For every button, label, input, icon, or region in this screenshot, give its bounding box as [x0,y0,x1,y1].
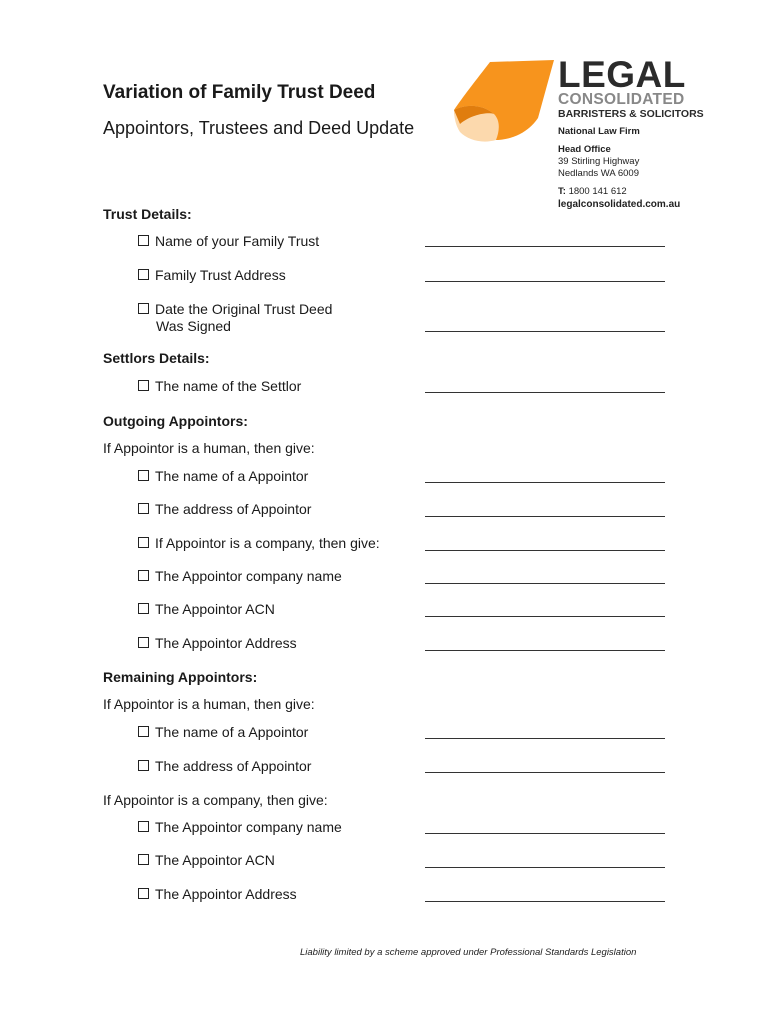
phone-number: 1800 141 612 [568,186,627,197]
outgoing-item[interactable] [138,501,311,518]
address-line-2: Nedlands WA 6009 [558,168,639,179]
item-label: The name of a Appointor [155,724,309,740]
item-label: If Appointor is a company, then give: [155,535,380,551]
item-label: The name of the Settlor [155,378,302,394]
brand-name-legal: LEGAL [558,54,686,95]
outgoing-human-intro: If Appointor is a human, then give: [103,440,315,456]
checkbox-icon[interactable] [138,854,149,865]
brand-logo [558,54,704,121]
remaining-item[interactable] [138,758,311,775]
checkbox-icon[interactable] [138,269,149,280]
trust-address-item[interactable] [138,267,286,284]
outgoing-line[interactable] [425,516,665,517]
trust-address-line[interactable] [425,281,665,282]
remaining-item[interactable] [138,724,308,741]
outgoing-item[interactable] [138,635,297,652]
remaining-item[interactable] [138,819,342,836]
checkbox-icon[interactable] [138,380,149,391]
office-label: Head Office [558,144,611,155]
checkbox-icon[interactable] [138,503,149,514]
item-label: The Appointor company name [155,568,342,584]
settlors-heading: Settlors Details: [103,350,210,366]
address-line-1: 39 Stirling Highway [558,156,640,167]
remaining-line[interactable] [425,738,665,739]
checkbox-icon[interactable] [138,888,149,899]
remaining-company-intro: If Appointor is a company, then give: [103,792,328,808]
checkbox-icon[interactable] [138,537,149,548]
remaining-appointors-heading: Remaining Appointors: [103,669,258,685]
item-label: Family Trust Address [155,267,286,283]
document-subtitle: Appointors, Trustees and Deed Update [103,118,415,138]
contact-block [558,126,640,198]
item-label: The Appointor Address [155,635,297,651]
item-label: The Appointor company name [155,819,342,835]
remaining-line[interactable] [425,867,665,868]
outgoing-line[interactable] [425,550,665,551]
checkbox-icon[interactable] [138,235,149,246]
item-label: Date the Original Trust Deed [155,301,333,317]
brand-name-consolidated: CONSOLIDATED [558,91,685,108]
outgoing-line[interactable] [425,583,665,584]
item-label: The address of Appointor [155,501,312,517]
checkbox-icon[interactable] [138,821,149,832]
settlor-name-item[interactable] [138,378,301,395]
checkbox-icon[interactable] [138,603,149,614]
outgoing-line[interactable] [425,616,665,617]
outgoing-line[interactable] [425,650,665,651]
trust-name-line[interactable] [425,246,665,247]
outgoing-item[interactable] [138,568,342,585]
item-label: The address of Appointor [155,758,312,774]
firm-type: National Law Firm [558,126,640,137]
trust-name-item[interactable] [138,233,319,250]
checkbox-icon[interactable] [138,303,149,314]
checkbox-icon[interactable] [138,470,149,481]
remaining-line[interactable] [425,772,665,773]
phone-row [558,186,640,198]
remaining-item[interactable] [138,886,297,903]
page-curl-logo-icon [452,58,556,144]
outgoing-item[interactable] [138,601,275,618]
item-label: The Appointor ACN [155,852,275,868]
checkbox-icon[interactable] [138,637,149,648]
item-label: The Appointor Address [155,886,297,902]
trust-details-heading: Trust Details: [103,206,192,222]
brand-tagline: BARRISTERS & SOLICITORS [558,108,704,120]
item-label: The Appointor ACN [155,601,275,617]
settlor-name-line[interactable] [425,392,665,393]
phone-label: T: [558,186,566,197]
trust-date-item[interactable] [138,301,332,335]
remaining-human-intro: If Appointor is a human, then give: [103,696,315,712]
website-link[interactable]: legalconsolidated.com.au [558,199,681,210]
outgoing-item[interactable] [138,535,380,552]
checkbox-icon[interactable] [138,570,149,581]
remaining-item[interactable] [138,852,275,869]
item-label: The name of a Appointor [155,468,309,484]
outgoing-item[interactable] [138,468,308,485]
item-label-continued: Was Signed [156,318,231,334]
remaining-line[interactable] [425,833,665,834]
trust-date-line[interactable] [425,331,665,332]
checkbox-icon[interactable] [138,726,149,737]
outgoing-appointors-heading: Outgoing Appointors: [103,413,248,429]
checkbox-icon[interactable] [138,760,149,771]
item-label: Name of your Family Trust [155,233,320,249]
document-title: Variation of Family Trust Deed [103,82,376,103]
remaining-line[interactable] [425,901,665,902]
outgoing-line[interactable] [425,482,665,483]
liability-footer: Liability limited by a scheme approved under Professional Standards Legislation [300,947,637,958]
